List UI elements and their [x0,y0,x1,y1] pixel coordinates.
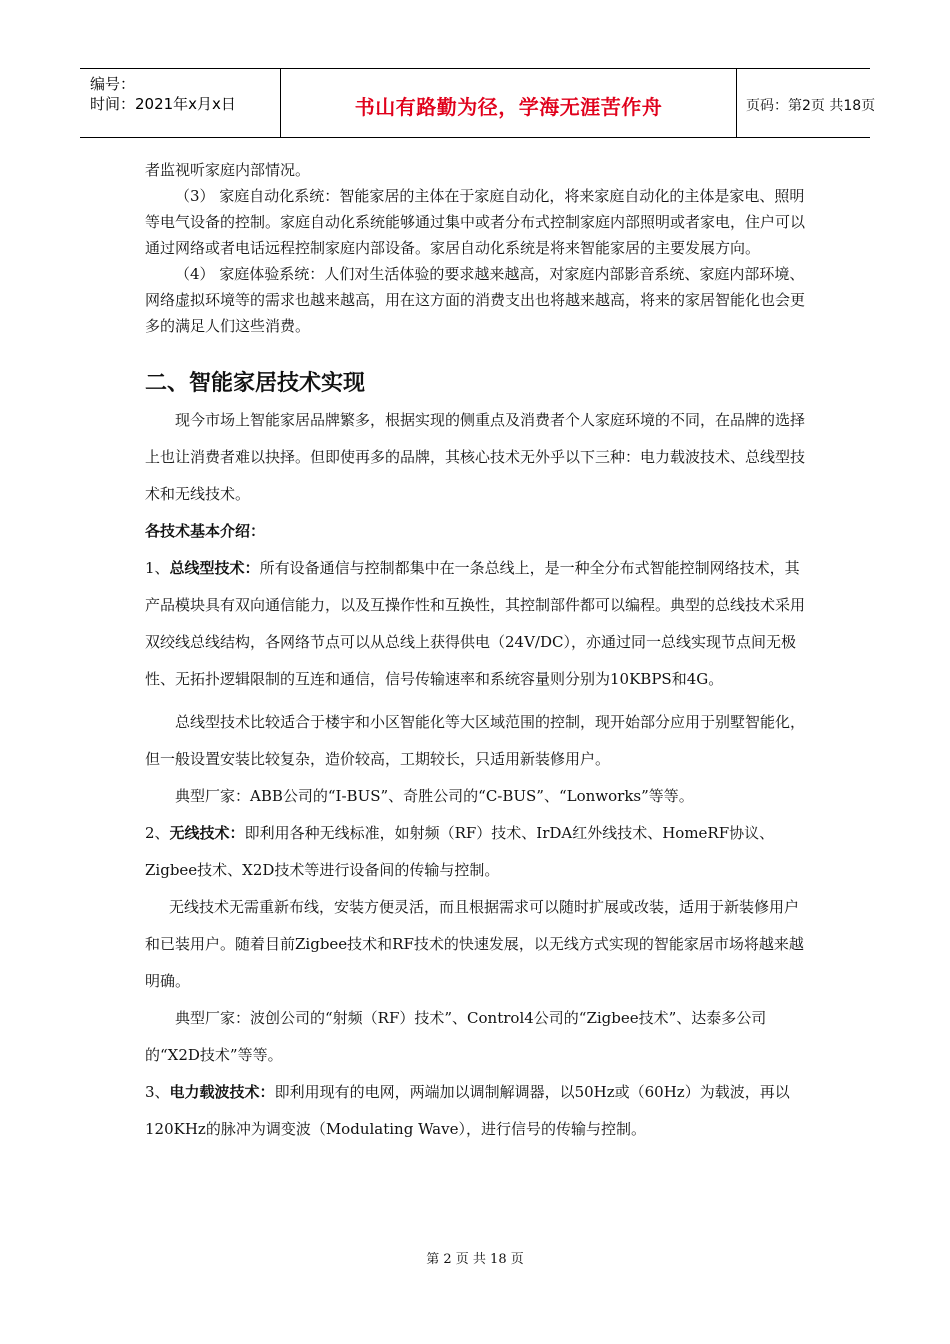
header-motto-cell [280,69,737,137]
tech3-number: 3、 [145,1083,170,1101]
header-page-info: 页码：第2页 共18页 [746,98,876,114]
tech2-paragraph-2: 无线技术无需重新布线，安装方便灵活，而且根据需求可以随时扩展或改装，适用于新装修用户和已装用户。随着目前Zigbee技术和RF技术的快速发展，以无线方式实现的智能家居市场将越来越明确。 [145,898,804,990]
tech2-paragraph [145,815,810,889]
tech1-body: 所有设备通信与控制都集中在一条总线上，是一种全分布式智能控制网络技术，其产品模块具有双向通信能力，以及互操作性和互换性，其控制部件都可以编程。典型的总线技术采用双绞线总线结构，各网络节点可以从总线上获得供电（24V/DC），亦通过同一总线实现节点间无极性、无拓扑逻辑限制的互连和通信，信号传输速率和系统容量则分别为10KBPS和4G。 [145,559,806,688]
tech1-title: 总线型技术： [169,559,260,577]
section-title: 二、智能家居技术实现 [145,371,366,396]
tech2-number: 2、 [145,824,170,842]
tech2-body: 即利用各种无线标准，如射频（RF）技术、IrDA红外线技术、HomeRF协议、Zigbee技术、X2D技术等进行设备间的传输与控制。 [145,824,775,879]
document-date-label: 时间：2021年x月x日 [90,95,236,113]
basics-heading: 各技术基本介绍： [145,522,266,540]
document-code-label: 编号： [90,75,136,93]
header-meta-cell [80,69,280,137]
intro-paragraph: （4） 家庭体验系统：人们对生活体验的要求越来越高，对家庭内部影音系统、家庭内部环境、网络虚拟环境等的需求也越来越高，用在这方面的消费支出也将越来越高，将来的家居智能化也会更多的满足人们这些消费。 [145,265,806,335]
document-header [80,68,876,138]
section-body [145,402,810,1148]
header-page-cell [736,69,876,137]
page-footer: 第 2 页 共 18 页 [426,1252,524,1267]
intro-paragraph: 者监视听家庭内部情况。 [145,161,311,179]
tech1-paragraph-2: 总线型技术比较适合于楼宇和小区智能化等大区域范围的控制，现开始部分应用于别墅智能化，但一般设置安装比较复杂，造价较高，工期较长，只适用新装修用户。 [145,713,806,768]
tech1-number: 1、 [145,559,170,577]
tech2-title: 无线技术： [169,824,245,842]
tech3-title: 电力载波技术： [169,1083,275,1101]
tech2-vendors: 典型厂家：波创公司的“射频（RF）技术”、Control4公司的“Zigbee技术”、达泰多公司的“X2D技术”等等。 [145,1009,767,1064]
intro-paragraph: （3） 家庭自动化系统：智能家居的主体在于家庭自动化，将来家庭自动化的主体是家电、照明等电气设备的控制。家庭自动化系统能够通过集中或者分布式控制家庭内部照明或者家电，住户可以通过网络或者电话远程控制家庭内部设备。家居自动化系统是将来智能家居的主要发展方向。 [145,187,806,257]
tech3-body: 即利用现有的电网，两端加以调制解调器，以50Hz或（60Hz）为载波，再以120KHz的脉冲为调变波（Modulating Wave），进行信号的传输与控制。 [145,1083,790,1138]
header-motto: 书山有路勤为径，学海无涯苦作舟 [354,95,663,119]
tech1-paragraph [145,550,810,698]
intro-block [145,157,810,339]
tech3-paragraph [145,1074,810,1148]
tech1-vendors: 典型厂家：ABB公司的“I-BUS”、奇胜公司的“C-BUS”、“Lonworks”等等。 [175,787,694,805]
section-intro-paragraph: 现今市场上智能家居品牌繁多，根据实现的侧重点及消费者个人家庭环境的不同，在品牌的选择上也让消费者难以抉择。但即使再多的品牌，其核心技术无外乎以下三种：电力载波技术、总线型技术和无线技术。 [145,411,806,503]
